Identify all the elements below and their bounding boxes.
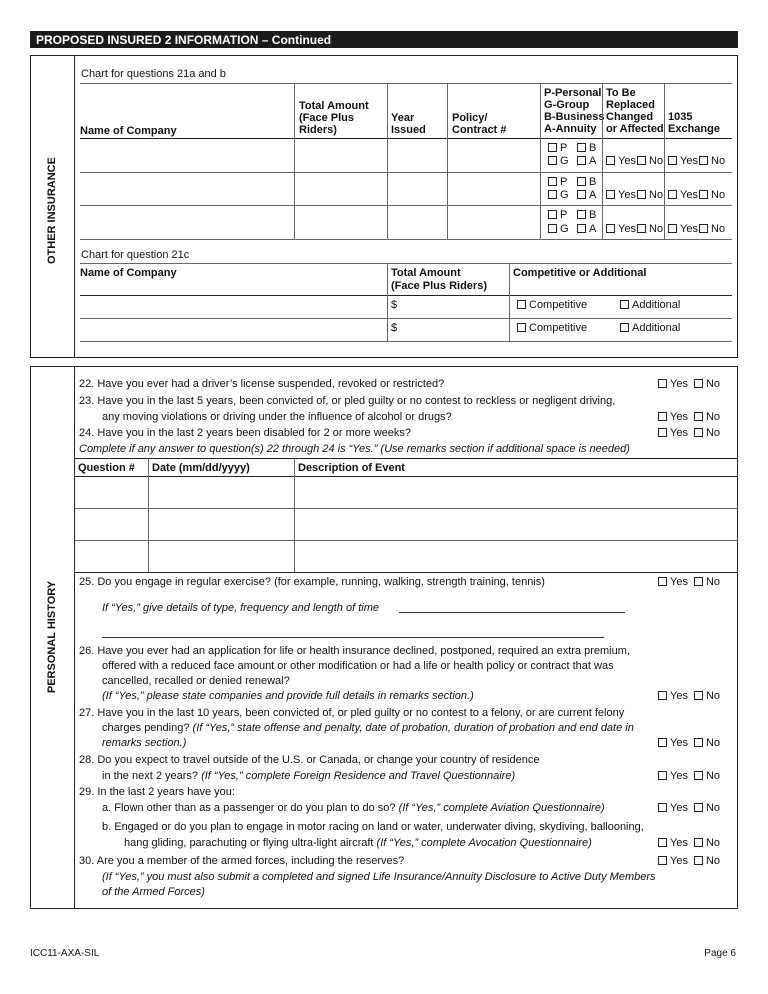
type-a-checkbox[interactable]: A bbox=[577, 223, 596, 235]
q25-details-line[interactable] bbox=[399, 612, 625, 613]
table-c-rule bbox=[80, 318, 732, 319]
event-table-rule bbox=[75, 476, 738, 477]
dollar-sign: $ bbox=[391, 322, 398, 334]
q29a-yes-checkbox[interactable] bbox=[658, 803, 667, 812]
q25-no-checkbox[interactable] bbox=[694, 577, 703, 586]
table-c-rule bbox=[80, 295, 732, 296]
q26-yes-no: Yes No bbox=[652, 690, 720, 702]
event-table-divider bbox=[148, 458, 149, 572]
q23-no-checkbox[interactable] bbox=[694, 412, 703, 421]
table-ab-rule bbox=[80, 138, 732, 139]
table-c-divider bbox=[387, 263, 388, 341]
col-c-total-1: Total Amount bbox=[391, 267, 461, 279]
question-29a: a. Flown other than as a passenger or do you plan to do so? (If “Yes,” complete Aviation Questionnaire) bbox=[102, 802, 605, 814]
table-ab-divider bbox=[447, 83, 448, 239]
col-policy-1: Policy/ bbox=[452, 112, 488, 124]
q25-yes-no: Yes No bbox=[652, 576, 720, 588]
col-replaced-3: Changed bbox=[606, 111, 654, 123]
col-type-1: P-Personal bbox=[544, 87, 602, 99]
question-24: 24. Have you in the last 2 years been disabled for 2 or more weeks? bbox=[79, 427, 412, 439]
q24-yes-no: Yes No bbox=[652, 427, 720, 439]
question-29: 29. In the last 2 years have you: bbox=[79, 786, 235, 798]
question-22: 22. Have you ever had a driver’s license suspended, revoked or restricted? bbox=[79, 378, 445, 390]
type-p-checkbox[interactable]: P bbox=[548, 209, 567, 221]
q24-no-checkbox[interactable] bbox=[694, 428, 703, 437]
q26-no-checkbox[interactable] bbox=[694, 691, 703, 700]
col-total-amount-2: (Face Plus bbox=[299, 112, 355, 124]
exchange-yes-checkbox[interactable]: Yes bbox=[668, 223, 698, 235]
replaced-yes-checkbox[interactable]: Yes bbox=[606, 223, 636, 235]
table-ab-divider bbox=[387, 83, 388, 239]
type-p-checkbox[interactable]: P bbox=[548, 142, 567, 154]
replaced-yes-checkbox[interactable]: Yes bbox=[606, 155, 636, 167]
question-23-cont: any moving violations or driving under the influence of alcohol or drugs? bbox=[102, 411, 452, 423]
form-id: ICC11-AXA-SIL bbox=[30, 948, 100, 959]
question-26-cont2: cancelled, recalled or denied renewal? bbox=[102, 675, 290, 687]
q29b-yes-checkbox[interactable] bbox=[658, 838, 667, 847]
other-insurance-label: OTHER INSURANCE bbox=[46, 157, 58, 264]
table-ab-rule bbox=[80, 172, 732, 173]
q27-no-checkbox[interactable] bbox=[694, 738, 703, 747]
col-replaced-4: or Affected bbox=[606, 123, 664, 135]
q22-no-checkbox[interactable] bbox=[694, 379, 703, 388]
question-26-note: (If “Yes,” please state companies and provide full details in remarks section.) bbox=[102, 690, 474, 702]
type-g-checkbox[interactable]: G bbox=[548, 189, 569, 201]
question-30-note2: of the Armed Forces) bbox=[102, 886, 205, 898]
q28-yes-checkbox[interactable] bbox=[658, 771, 667, 780]
section-header: PROPOSED INSURED 2 INFORMATION – Continued bbox=[30, 31, 738, 48]
q29a-no-checkbox[interactable] bbox=[694, 803, 703, 812]
table-c-rule bbox=[80, 341, 732, 342]
personal-history-label: PERSONAL HISTORY bbox=[46, 580, 58, 694]
exchange-no-checkbox[interactable]: No bbox=[699, 189, 725, 201]
type-b-checkbox[interactable]: B bbox=[577, 142, 596, 154]
exchange-yes-checkbox[interactable]: Yes bbox=[668, 155, 698, 167]
type-g-checkbox[interactable]: G bbox=[548, 223, 569, 235]
q30-yes-no: Yes No bbox=[652, 855, 720, 867]
q29b-yes-no: Yes No bbox=[652, 837, 720, 849]
dollar-sign: $ bbox=[391, 299, 398, 311]
exchange-no-checkbox[interactable]: No bbox=[699, 223, 725, 235]
question-27-cont1: charges pending? (If “Yes,” state offense and penalty, date of probation, duration of probation and end date in bbox=[102, 722, 634, 734]
question-29b: b. Engaged or do you plan to engage in motor racing on land or water, underwater diving, skydiving, ballooning, bbox=[102, 821, 644, 833]
q22-yes-no: Yes No bbox=[652, 378, 720, 390]
q23-yes-no: Yes No bbox=[652, 411, 720, 423]
q26-yes-checkbox[interactable] bbox=[658, 691, 667, 700]
replaced-no-checkbox[interactable]: No bbox=[637, 223, 663, 235]
q25-note: If “Yes,” give details of type, frequency and length of time bbox=[102, 602, 379, 614]
q22-yes-checkbox[interactable] bbox=[658, 379, 667, 388]
type-p-checkbox[interactable]: P bbox=[548, 176, 567, 188]
table-ab-divider bbox=[664, 83, 665, 239]
event-table-rule bbox=[75, 540, 738, 541]
col-replaced-1: To Be bbox=[606, 87, 636, 99]
exchange-yes-checkbox[interactable]: Yes bbox=[668, 189, 698, 201]
question-29b-cont: hang gliding, parachuting or flying ultra-light aircraft (If “Yes,” complete Avocation Questionnaire) bbox=[124, 837, 592, 849]
table-ab-divider bbox=[602, 83, 603, 239]
q30-no-checkbox[interactable] bbox=[694, 856, 703, 865]
q23-yes-checkbox[interactable] bbox=[658, 412, 667, 421]
question-27-cont2: remarks section.) bbox=[102, 737, 187, 749]
type-g-checkbox[interactable]: G bbox=[548, 155, 569, 167]
col-question-number: Question # bbox=[78, 462, 135, 474]
col-c-name-of-company: Name of Company bbox=[80, 267, 177, 279]
type-a-checkbox[interactable]: A bbox=[577, 189, 596, 201]
question-28-cont: in the next 2 years? (If “Yes,” complete Foreign Residence and Travel Questionnaire) bbox=[102, 770, 516, 782]
col-exchange-2: Exchange bbox=[668, 123, 720, 135]
complete-note: Complete if any answer to question(s) 22 through 24 is “Yes.” (Use remarks section if additional space is needed) bbox=[79, 443, 630, 455]
col-exchange-1: 1035 bbox=[668, 111, 693, 123]
table-ab-rule bbox=[80, 239, 732, 240]
table-c-rule bbox=[80, 263, 732, 264]
col-name-of-company: Name of Company bbox=[80, 125, 177, 137]
replaced-yes-checkbox[interactable]: Yes bbox=[606, 189, 636, 201]
question-30: 30. Are you a member of the armed forces, including the reserves? bbox=[79, 855, 405, 867]
exchange-no-checkbox[interactable]: No bbox=[699, 155, 725, 167]
question-27: 27. Have you in the last 10 years, been convicted of, or pled guilty or no contest to a felony, or are current felony bbox=[79, 707, 625, 719]
q24-yes-checkbox[interactable] bbox=[658, 428, 667, 437]
q30-yes-checkbox[interactable] bbox=[658, 856, 667, 865]
col-total-amount-3: Riders) bbox=[299, 124, 337, 136]
event-table-divider bbox=[294, 458, 295, 572]
table-ab-rule bbox=[80, 205, 732, 206]
additional-checkbox[interactable]: Additional bbox=[620, 299, 680, 311]
q29b-no-checkbox[interactable] bbox=[694, 838, 703, 847]
question-26-cont1: offered with a reduced face amount or other modification or had a life or health policy or contract that was bbox=[102, 660, 614, 672]
question-30-note1: (If “Yes,” you must also submit a completed and signed Life Insurance/Annuity Disclosure to Active Duty Members bbox=[102, 871, 656, 883]
event-table-rule bbox=[75, 572, 738, 573]
question-28: 28. Do you expect to travel outside of the U.S. or Canada, or change your country of residence bbox=[79, 754, 540, 766]
col-c-total-2: (Face Plus Riders) bbox=[391, 280, 487, 292]
col-type-2: G-Group bbox=[544, 99, 590, 111]
col-total-amount-1: Total Amount bbox=[299, 100, 369, 112]
col-year-1: Year bbox=[391, 112, 415, 124]
q27-yes-no: Yes No bbox=[652, 737, 720, 749]
competitive-checkbox[interactable]: Competitive bbox=[517, 322, 587, 334]
q27-yes-checkbox[interactable] bbox=[658, 738, 667, 747]
page-number: Page 6 bbox=[704, 948, 736, 959]
col-c-competitive-or-additional: Competitive or Additional bbox=[513, 267, 647, 279]
q28-no-checkbox[interactable] bbox=[694, 771, 703, 780]
table-c-divider bbox=[509, 263, 510, 341]
chart-ab-title: Chart for questions 21a and b bbox=[81, 68, 226, 80]
col-policy-2: Contract # bbox=[452, 124, 507, 136]
additional-checkbox[interactable]: Additional bbox=[620, 322, 680, 334]
col-type-3: B-Business bbox=[544, 111, 605, 123]
type-b-checkbox[interactable]: B bbox=[577, 209, 596, 221]
type-a-checkbox[interactable]: A bbox=[577, 155, 596, 167]
replaced-no-checkbox[interactable]: No bbox=[637, 155, 663, 167]
col-type-4: A-Annuity bbox=[544, 123, 597, 135]
replaced-no-checkbox[interactable]: No bbox=[637, 189, 663, 201]
chart-c-title: Chart for question 21c bbox=[81, 249, 190, 261]
col-description: Description of Event bbox=[298, 462, 405, 474]
question-26: 26. Have you ever had an application for life or health insurance declined, postponed, required an extra premium, bbox=[79, 645, 630, 657]
event-table-rule bbox=[75, 508, 738, 509]
question-23: 23. Have you in the last 5 years, been convicted of, or pled guilty or no contest to reckless or negligent driving, bbox=[79, 395, 616, 407]
q28-yes-no: Yes No bbox=[652, 770, 720, 782]
q25-details-line-2[interactable] bbox=[102, 637, 604, 638]
q25-yes-checkbox[interactable] bbox=[658, 577, 667, 586]
table-ab-divider bbox=[540, 83, 541, 239]
question-25: 25. Do you engage in regular exercise? (for example, running, walking, strength training, tennis) bbox=[79, 576, 545, 588]
q29a-yes-no: Yes No bbox=[652, 802, 720, 814]
col-replaced-2: Replaced bbox=[606, 99, 655, 111]
table-ab-divider bbox=[294, 83, 295, 239]
table-ab-rule bbox=[80, 83, 732, 84]
event-table-rule bbox=[75, 458, 738, 459]
type-b-checkbox[interactable]: B bbox=[577, 176, 596, 188]
col-date: Date (mm/dd/yyyy) bbox=[152, 462, 250, 474]
competitive-checkbox[interactable]: Competitive bbox=[517, 299, 587, 311]
col-year-2: Issued bbox=[391, 124, 426, 136]
